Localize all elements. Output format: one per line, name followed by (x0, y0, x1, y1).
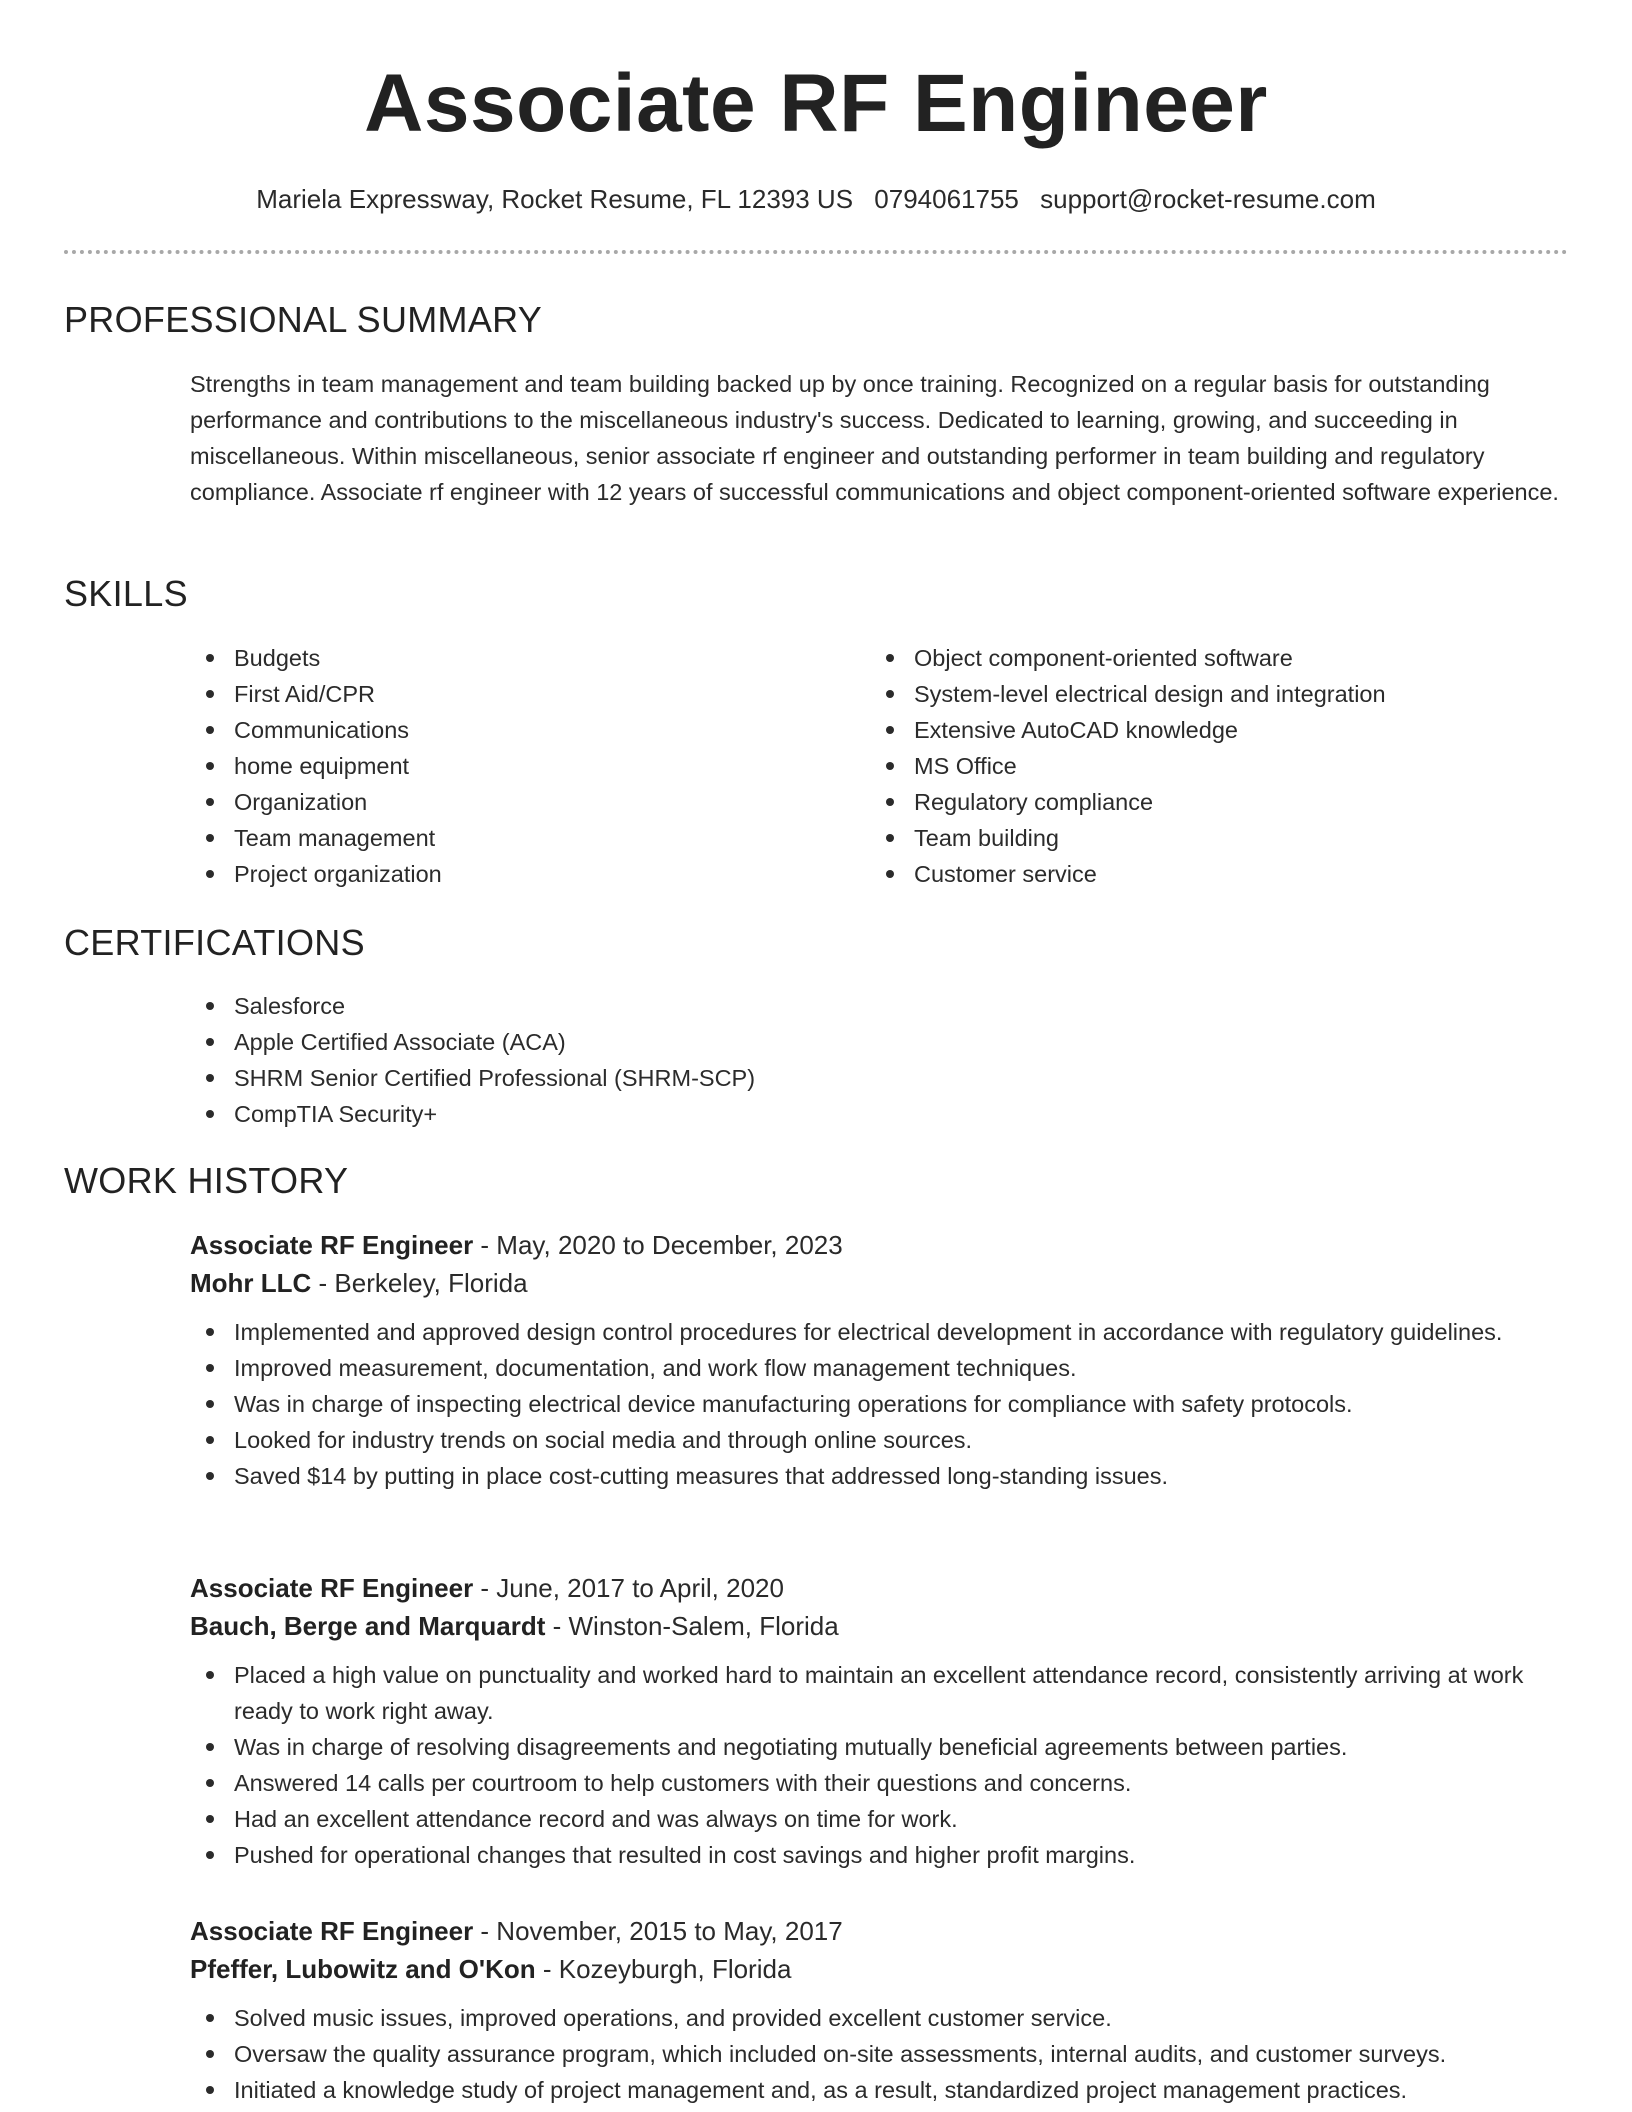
job-bullet: Was in charge of inspecting electrical device manufacturing operations for compliance with safety protocols. (190, 1386, 1570, 1422)
job-bullets (190, 1657, 1570, 1873)
job-company: Pfeffer, Lubowitz and O'Kon (190, 1954, 536, 1984)
certification-item: CompTIA Security+ (190, 1096, 1090, 1132)
skill-item: Communications (190, 712, 830, 748)
skill-item: Extensive AutoCAD knowledge (870, 712, 1570, 748)
job-bullet: Answered 14 calls per courtroom to help customers with their questions and concerns. (190, 1765, 1570, 1801)
certification-item: Apple Certified Associate (ACA) (190, 1024, 1090, 1060)
job-dates: - May, 2020 to December, 2023 (473, 1230, 843, 1260)
job-dates: - June, 2017 to April, 2020 (473, 1573, 784, 1603)
certification-item: SHRM Senior Certified Professional (SHRM-SCP) (190, 1060, 1090, 1096)
contact-address: Mariela Expressway, Rocket Resume, FL 12393 US (256, 184, 854, 214)
job-bullet: Improved measurement, documentation, and work flow management techniques. (190, 1350, 1570, 1386)
skill-item: Team management (190, 820, 830, 856)
summary-heading: PROFESSIONAL SUMMARY (64, 299, 543, 340)
skill-item: Customer service (870, 856, 1570, 892)
job-bullet: Had an excellent attendance record and was always on time for work. (190, 1801, 1570, 1837)
job-bullet: Looked for industry trends on social media and through online sources. (190, 1422, 1570, 1458)
job-bullet: Initiated a knowledge study of project management and, as a result, standardized project management practices. (190, 2072, 1570, 2108)
job-bullet: Oversaw the quality assurance program, which included on-site assessments, internal audits, and customer surveys. (190, 2036, 1570, 2072)
job-title-line (190, 1226, 1570, 1264)
skill-item: Team building (870, 820, 1570, 856)
header-divider (64, 250, 1568, 254)
contact-email: support@rocket-resume.com (1040, 184, 1376, 214)
job-dates: - November, 2015 to May, 2017 (473, 1916, 843, 1946)
resume-title: Associate RF Engineer (364, 58, 1268, 149)
job-bullet: Solved music issues, improved operations, and provided excellent customer service. (190, 2000, 1570, 2036)
certification-item: Salesforce (190, 988, 1090, 1024)
job-bullet: Pushed for operational changes that resulted in cost savings and higher profit margins. (190, 1837, 1570, 1873)
job-entry (190, 1569, 1570, 1873)
job-title: Associate RF Engineer (190, 1573, 474, 1603)
work-history-heading: WORK HISTORY (64, 1160, 349, 1201)
skills-list-right (870, 640, 1570, 892)
job-bullet: Placed a high value on punctuality and worked hard to maintain an excellent attendance record, consistently arriving at work ready to work right away. (190, 1657, 1570, 1729)
skill-item: Regulatory compliance (870, 784, 1570, 820)
job-bullet: Saved $14 by putting in place cost-cutting measures that addressed long-standing issues. (190, 1458, 1570, 1494)
job-location: - Kozeyburgh, Florida (535, 1954, 792, 1984)
job-entry (190, 1226, 1570, 1494)
job-company-line (190, 1264, 1570, 1302)
job-bullet: Implemented and approved design control procedures for electrical development in accordance with regulatory guidelines. (190, 1314, 1570, 1350)
certifications-heading: CERTIFICATIONS (64, 922, 365, 963)
skill-item: Object component-oriented software (870, 640, 1570, 676)
contact-line (0, 182, 1632, 216)
job-location: - Winston-Salem, Florida (545, 1611, 839, 1641)
job-company: Bauch, Berge and Marquardt (190, 1611, 546, 1641)
job-bullets (190, 1314, 1570, 1494)
job-title: Associate RF Engineer (190, 1230, 474, 1260)
skill-item: Project organization (190, 856, 830, 892)
job-title-line (190, 1569, 1570, 1607)
job-entry (190, 1912, 1570, 2108)
skill-item: System-level electrical design and integration (870, 676, 1570, 712)
skill-item: First Aid/CPR (190, 676, 830, 712)
skill-item: home equipment (190, 748, 830, 784)
contact-phone: 0794061755 (874, 184, 1019, 214)
job-location: - Berkeley, Florida (311, 1268, 528, 1298)
job-company-line (190, 1950, 1570, 1988)
skill-item: Organization (190, 784, 830, 820)
job-company-line (190, 1607, 1570, 1645)
job-title: Associate RF Engineer (190, 1916, 474, 1946)
skill-item: MS Office (870, 748, 1570, 784)
certifications-list (190, 988, 1090, 1132)
job-bullets (190, 2000, 1570, 2108)
skills-list-left (190, 640, 830, 892)
skills-heading: SKILLS (64, 573, 188, 614)
summary-text: Strengths in team management and team building backed up by once training. Recognized on a regular basis for outstanding performance and contributions to the miscellaneous industry's success. Dedicated to learning, growing, and succeeding in miscellaneous. Within miscellaneous, senior associate rf engineer and outstanding performer in team building and regulatory compliance. Associate rf engineer with 12 years of successful communications and object component-oriented software experience. (190, 371, 1559, 505)
job-title-line (190, 1912, 1570, 1950)
skill-item: Budgets (190, 640, 830, 676)
job-company: Mohr LLC (190, 1268, 312, 1298)
job-bullet: Was in charge of resolving disagreements and negotiating mutually beneficial agreements between parties. (190, 1729, 1570, 1765)
